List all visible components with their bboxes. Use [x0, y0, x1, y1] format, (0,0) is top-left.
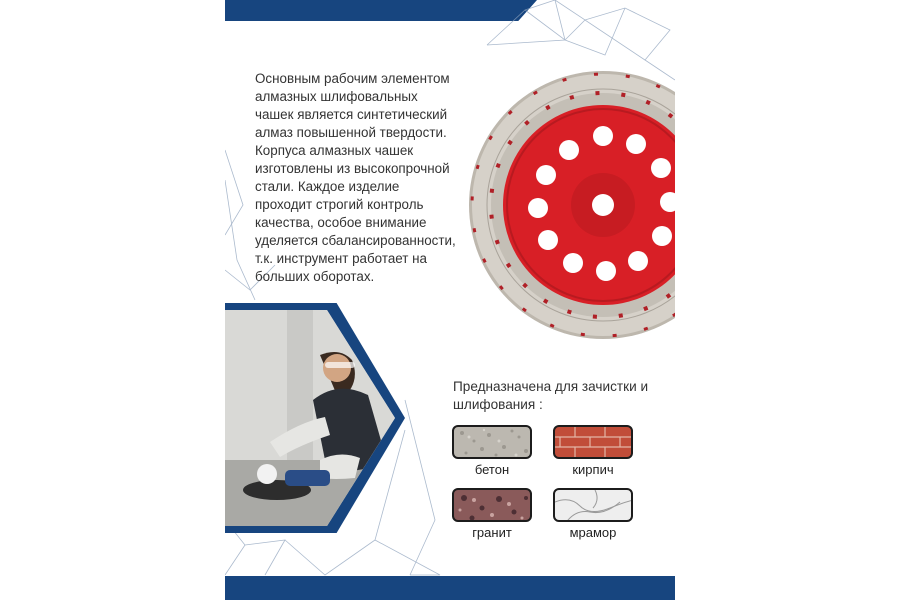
brick-label: кирпич: [572, 462, 614, 477]
product-card: [225, 0, 675, 600]
worker-photo: [225, 303, 405, 533]
marble-texture-icon: [555, 490, 633, 522]
granite-label: гранит: [472, 525, 512, 540]
concrete-swatch: [452, 425, 532, 459]
brick-swatch: [553, 425, 633, 459]
marble-label: мрамор: [569, 525, 617, 540]
granite-texture-icon: [454, 490, 532, 522]
concrete-texture-icon: [454, 427, 532, 459]
worker-grinding-photo: [225, 310, 395, 526]
diamond-cup-wheel-image: [468, 70, 675, 340]
bottom-band: [225, 576, 675, 600]
marble-swatch: [553, 488, 633, 522]
brick-texture-icon: [555, 427, 633, 459]
granite-swatch: [452, 488, 532, 522]
top-band: [225, 0, 537, 21]
purpose-heading: Предназначена для зачистки и шлифования :: [453, 379, 649, 412]
product-description: Основным рабочим элементом алмазных шлифовальных чашек является синтетический алмаз повышенной твердости. Корпуса алмазных чашек изготовлены из высокопрочной стали. Каждое изделие проходит строгий контроль качества, особое внимание уделяется сбалансированности, т.к. инструмент работает на больших оборотах.: [255, 71, 456, 284]
concrete-label: бетон: [474, 462, 510, 477]
